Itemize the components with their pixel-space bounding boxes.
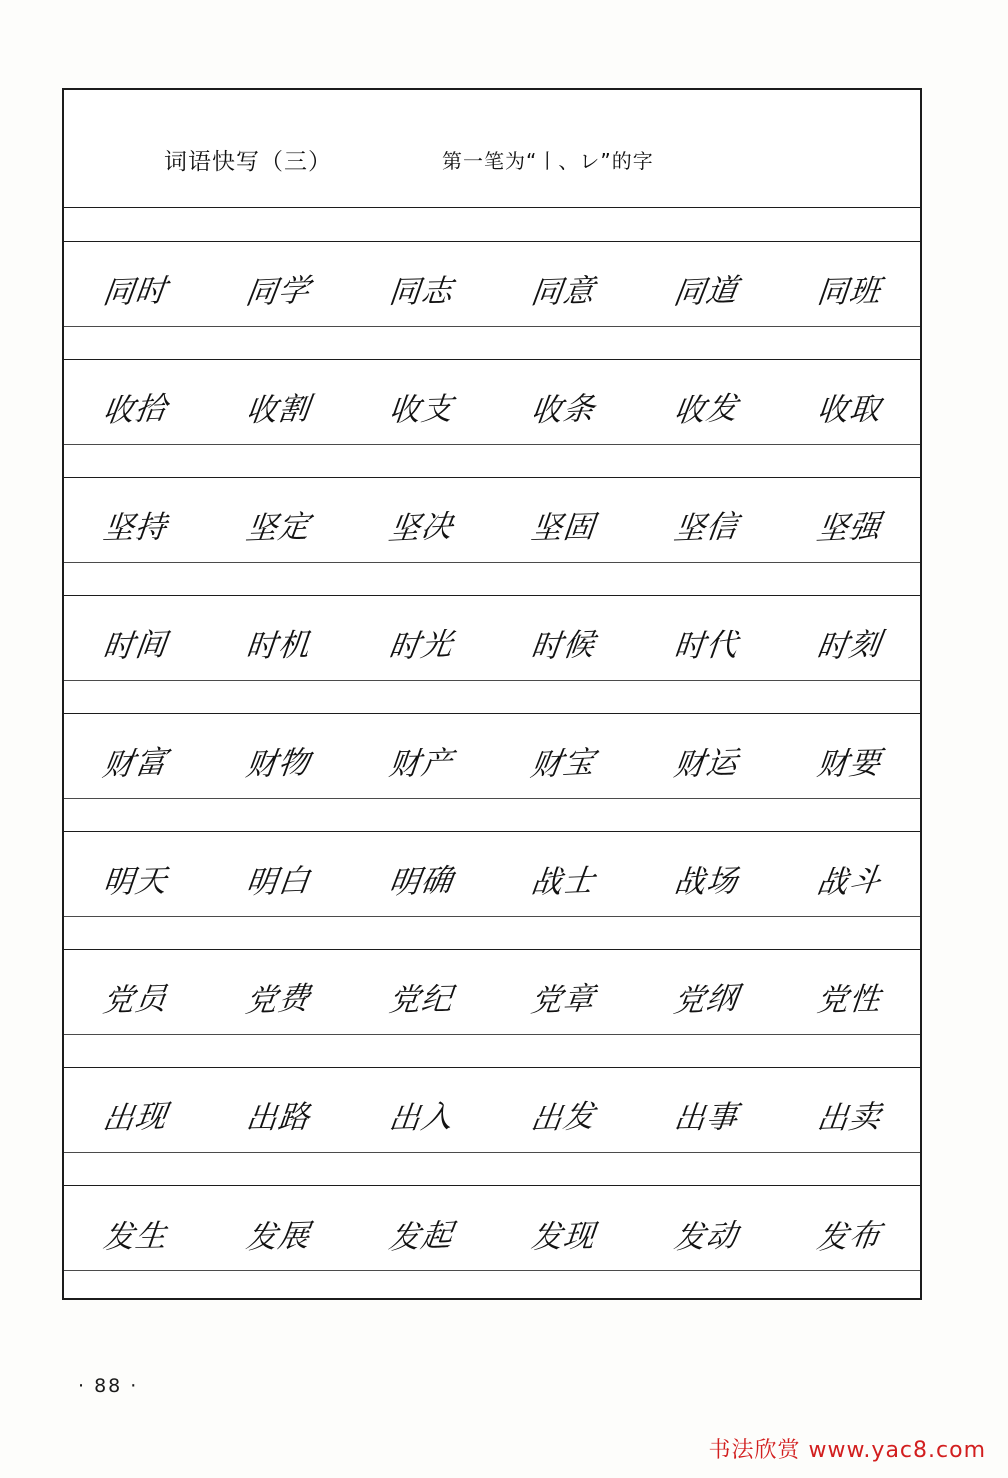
table-row xyxy=(64,360,920,478)
handwritten-word: 坚决 xyxy=(385,508,456,548)
handwritten-word: 财物 xyxy=(243,744,313,784)
word-cell xyxy=(492,714,635,831)
word-cell xyxy=(777,950,920,1067)
handwritten-word: 财产 xyxy=(386,745,455,783)
handwritten-word: 战斗 xyxy=(813,862,884,902)
word-cell xyxy=(207,714,350,831)
word-cell xyxy=(207,242,350,359)
handwritten-word: 出事 xyxy=(672,1099,740,1137)
word-cell xyxy=(635,950,778,1067)
table-header-band xyxy=(64,90,920,208)
word-cell xyxy=(777,596,920,713)
word-cell xyxy=(64,1186,207,1304)
word-cell xyxy=(349,1186,492,1304)
handwritten-word: 收条 xyxy=(529,390,598,430)
word-cell xyxy=(349,714,492,831)
word-cell xyxy=(64,714,207,831)
word-cell xyxy=(64,242,207,359)
word-cell xyxy=(777,714,920,831)
page-subtitle: 第一笔为“丨、レ”的字 xyxy=(442,148,654,173)
handwritten-word: 收割 xyxy=(243,390,313,430)
word-cell xyxy=(64,360,207,477)
word-cell xyxy=(349,1068,492,1185)
word-cell xyxy=(492,832,635,949)
handwritten-word: 坚固 xyxy=(529,509,598,547)
handwritten-word: 出路 xyxy=(244,1099,312,1137)
word-cell xyxy=(492,1068,635,1185)
handwritten-word: 收取 xyxy=(814,391,883,429)
handwritten-word: 明白 xyxy=(243,862,313,902)
footer-credit-url: www.yac8.com xyxy=(808,1438,986,1463)
word-cell xyxy=(207,478,350,595)
handwritten-word: 坚定 xyxy=(243,508,313,548)
word-cell xyxy=(777,360,920,477)
table-row xyxy=(64,478,920,596)
word-cell xyxy=(349,242,492,359)
handwritten-word: 坚持 xyxy=(101,509,170,547)
footer-credit-label: 书法欣赏 xyxy=(708,1438,801,1463)
word-cell xyxy=(492,242,635,359)
word-cell xyxy=(64,950,207,1067)
word-cell xyxy=(349,478,492,595)
handwritten-word: 发动 xyxy=(671,1217,741,1256)
word-cell xyxy=(492,360,635,477)
handwritten-word: 党员 xyxy=(101,980,170,1020)
word-cell xyxy=(349,360,492,477)
handwritten-word: 发生 xyxy=(101,1217,170,1256)
table-row xyxy=(64,950,920,1068)
table-row xyxy=(64,832,920,950)
word-cell xyxy=(64,596,207,713)
handwritten-word: 党纪 xyxy=(386,981,455,1019)
handwritten-word: 同班 xyxy=(814,273,883,311)
word-cell xyxy=(64,832,207,949)
handwritten-word: 坚强 xyxy=(813,508,884,548)
handwritten-word: 出现 xyxy=(100,1098,171,1138)
handwritten-word: 发起 xyxy=(385,1216,456,1257)
word-cell xyxy=(777,1068,920,1185)
word-cell xyxy=(207,950,350,1067)
handwritten-word: 发展 xyxy=(243,1217,313,1256)
handwritten-word: 明确 xyxy=(385,862,456,902)
handwritten-word: 收支 xyxy=(386,391,455,429)
handwritten-word: 明天 xyxy=(101,863,170,901)
word-cell xyxy=(64,1068,207,1185)
word-cell xyxy=(207,832,350,949)
word-cell xyxy=(635,360,778,477)
handwritten-word: 出卖 xyxy=(814,1098,884,1138)
word-cell xyxy=(64,478,207,595)
handwritten-word: 财运 xyxy=(671,744,741,784)
handwritten-word: 战场 xyxy=(672,863,740,901)
word-cell xyxy=(492,478,635,595)
handwritten-word: 同道 xyxy=(671,272,741,312)
handwritten-word: 同志 xyxy=(386,273,455,311)
word-cell xyxy=(492,1186,635,1304)
handwritten-word: 党性 xyxy=(814,981,883,1019)
word-cell xyxy=(777,478,920,595)
header-separator-rule xyxy=(64,208,920,242)
word-cell xyxy=(635,832,778,949)
table-row xyxy=(64,242,920,360)
footer-credit xyxy=(708,1433,986,1464)
word-cell xyxy=(777,1186,920,1304)
handwritten-word: 财要 xyxy=(814,745,883,783)
handwritten-word: 党费 xyxy=(243,980,313,1020)
page-title: 词语快写（三） xyxy=(164,148,332,175)
handwritten-word: 收发 xyxy=(671,390,741,430)
handwritten-word: 党纲 xyxy=(671,980,741,1020)
word-cell xyxy=(635,1186,778,1304)
word-cell xyxy=(349,596,492,713)
handwritten-word: 财富 xyxy=(100,744,171,784)
word-cell xyxy=(777,832,920,949)
word-cell xyxy=(207,596,350,713)
handwritten-word: 发现 xyxy=(529,1217,598,1256)
handwritten-word: 出入 xyxy=(386,1098,456,1138)
table-row xyxy=(64,1068,920,1186)
handwritten-word: 时光 xyxy=(385,626,456,666)
handwritten-word: 同时 xyxy=(101,272,170,312)
table-row xyxy=(64,596,920,714)
handwritten-word: 坚信 xyxy=(671,508,741,548)
word-cell xyxy=(349,950,492,1067)
word-cell xyxy=(635,714,778,831)
handwritten-word: 收拾 xyxy=(100,390,171,430)
handwritten-word: 同学 xyxy=(243,272,313,312)
handwritten-word: 时候 xyxy=(529,626,598,666)
word-cell xyxy=(635,596,778,713)
word-cell xyxy=(207,360,350,477)
handwritten-word: 时间 xyxy=(101,626,170,666)
page-number: · 88 · xyxy=(78,1375,139,1397)
handwritten-word: 出发 xyxy=(528,1098,599,1138)
word-cell xyxy=(207,1068,350,1185)
practice-table xyxy=(62,88,922,1300)
handwritten-word: 同意 xyxy=(529,272,598,312)
word-cell xyxy=(492,596,635,713)
handwritten-word: 党章 xyxy=(529,980,598,1020)
word-cell xyxy=(635,1068,778,1185)
handwritten-word: 时刻 xyxy=(813,626,884,666)
word-cell xyxy=(635,478,778,595)
word-cell xyxy=(777,242,920,359)
word-cell xyxy=(207,1186,350,1304)
handwritten-word: 财宝 xyxy=(528,744,599,784)
word-cell xyxy=(635,242,778,359)
table-row xyxy=(64,1186,920,1304)
handwritten-word: 发布 xyxy=(813,1216,884,1257)
practice-rows xyxy=(64,242,920,1304)
table-row xyxy=(64,714,920,832)
word-cell xyxy=(492,950,635,1067)
handwritten-word: 时机 xyxy=(244,627,312,665)
word-cell xyxy=(349,832,492,949)
handwritten-word: 战士 xyxy=(529,862,598,902)
handwritten-word: 时代 xyxy=(672,627,740,665)
